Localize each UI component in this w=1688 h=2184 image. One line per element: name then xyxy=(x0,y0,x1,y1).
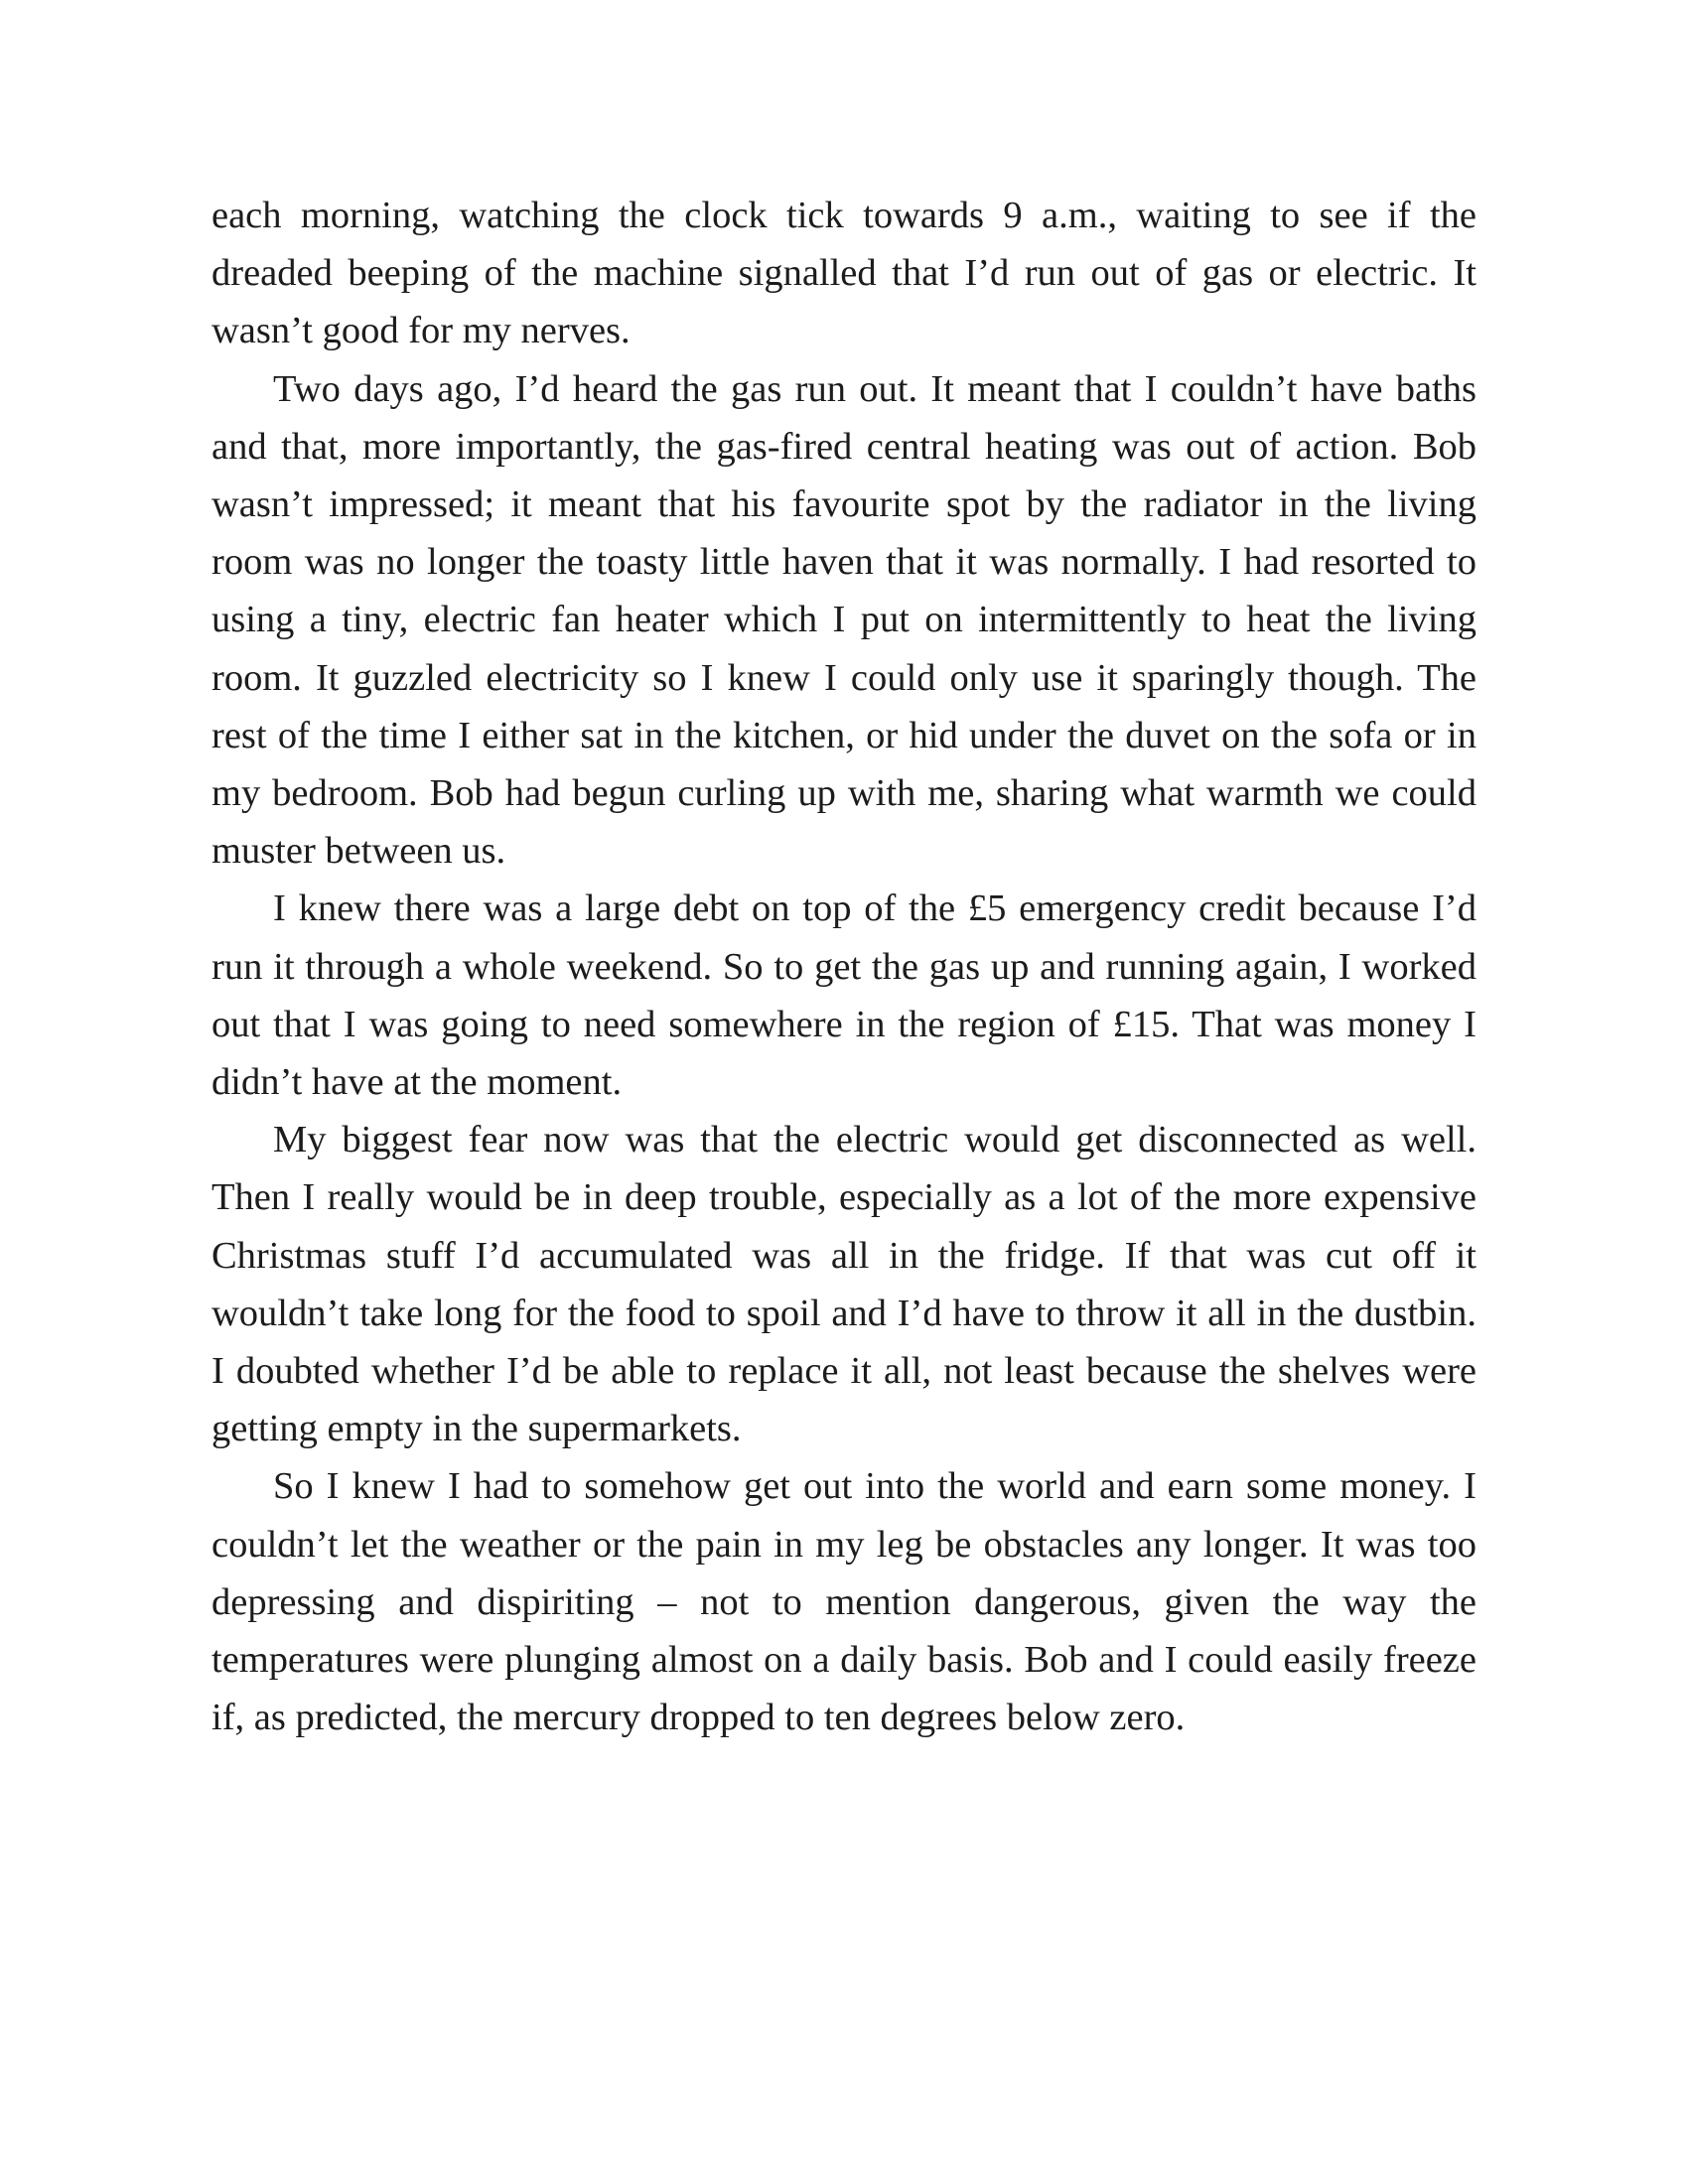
page-body xyxy=(211,187,1477,1746)
paragraph-debt: I knew there was a large debt on top of the £5 emergency credit because I’d run it through a whole weekend. So to get the gas up and running again, I worked out that I was going to need somewhere in the region of £15. That was money I didn’t have at the moment. xyxy=(211,887,1477,1104)
paragraph-earn-money: So I knew I had to somehow get out into the world and earn some money. I couldn’t let the weather or the pain in my leg be obstacles any longer. It was too depressing and dispiriting – not to mention dangerous, given the way the temperatures were plunging almost on a daily basis. Bob and I could easily freeze if, as predicted, the mercury dropped to ten degrees below zero. xyxy=(211,1465,1477,1739)
paragraph-gas-ran-out: Two days ago, I’d heard the gas run out. It meant that I couldn’t have baths and that, more importantly, the gas-fired central heating was out of action. Bob wasn’t impressed; it meant that his favourite spot by the radiator in the living room was no longer the toasty little haven that it was normally. I had resorted to using a tiny, electric fan heater which I put on intermittently to heat the living room. It guzzled electricity so I knew I could only use it sparingly though. The rest of the time I either sat in the kitchen, or hid under the duvet on the sofa or in my bedroom. Bob had begun curling up with me, sharing what warmth we could muster between us. xyxy=(211,367,1477,873)
paragraph-electric-fear: My biggest fear now was that the electric would get disconnected as well. Then I really would be in deep trouble, especially as a lot of the more expensive Christmas stuff I’d accumulated was all in the fridge. If that was cut off it wouldn’t take long for the food to spoil and I’d have to throw it all in the dustbin. I doubted whether I’d be able to replace it all, not least because the shelves were getting empty in the supermarkets. xyxy=(211,1119,1477,1450)
paragraph-continued: each morning, watching the clock tick towards 9 a.m., waiting to see if the dreaded beeping of the machine signalled that I’d run out of gas or electric. It wasn’t good for my nerves. xyxy=(211,195,1477,352)
